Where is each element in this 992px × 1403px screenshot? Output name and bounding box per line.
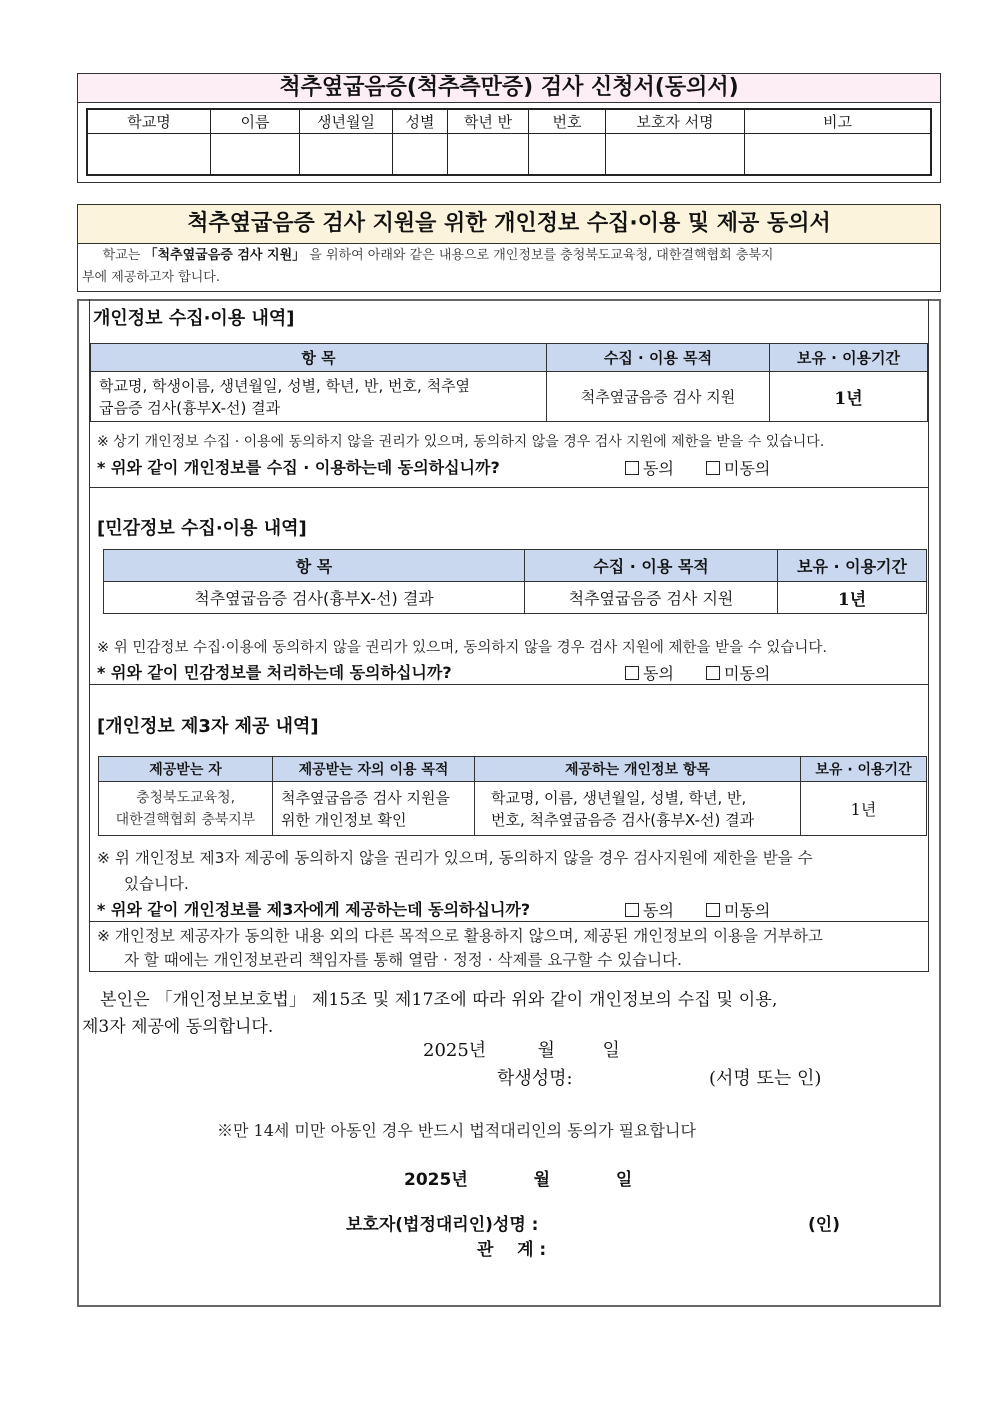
date2-month: 월 xyxy=(533,1170,551,1190)
date2-year: 2025년 xyxy=(404,1170,468,1190)
personal-purpose: 척추옆굽음증 검사 지원 xyxy=(547,372,770,422)
personal-period: 1년 xyxy=(770,372,928,422)
intro-e: 부에 제공하고자 합니다. xyxy=(82,270,220,285)
personal-col-period: 보유 · 이용기간 xyxy=(770,344,928,372)
relation-field[interactable] xyxy=(580,1233,800,1257)
personal-disagree-option[interactable] xyxy=(706,456,770,479)
third-agree-option[interactable] xyxy=(625,898,674,921)
sensitive-disagree-option[interactable] xyxy=(706,661,770,684)
divider xyxy=(89,487,929,488)
agree-label: 동의 xyxy=(643,459,674,478)
col-name: 이름 xyxy=(211,109,300,133)
col-number: 번호 xyxy=(529,109,606,133)
personal-table xyxy=(90,343,928,422)
divider xyxy=(89,921,929,922)
cell-gender[interactable] xyxy=(393,133,448,175)
application-table xyxy=(86,108,932,176)
third-col-recipient: 제공받는 자 xyxy=(99,757,273,782)
personal-col-purpose: 수집 · 이용 목적 xyxy=(547,344,770,372)
third-notice-line1: ※ 위 개인정보 제3자 제공에 동의하지 않을 권리가 있으며, 동의하지 않을 경우 검사지원에 제한을 받을 수 xyxy=(97,849,813,867)
sensitive-agree-option[interactable] xyxy=(625,661,674,684)
third-notice-line2: 있습니다. xyxy=(124,875,189,893)
consent-intro xyxy=(77,244,941,292)
personal-notice: ※ 상기 개인정보 수집 · 이용에 동의하지 않을 권리가 있으며, 동의하지 않을 경우 검사 지원에 제한을 받을 수 있습니다. xyxy=(97,434,825,450)
date2-day: 일 xyxy=(615,1170,633,1190)
disagree-checkbox[interactable] xyxy=(706,903,720,917)
divider xyxy=(89,971,929,972)
third-col-period: 보유 · 이용기간 xyxy=(801,757,927,782)
declaration-line1: 본인은 「개인정보보호법」 제15조 및 제17조에 따라 위와 같이 개인정보의 수집 및 이용, xyxy=(100,990,778,1010)
disagree-label: 미동의 xyxy=(724,459,771,478)
intro-a: 학교는 xyxy=(102,248,141,263)
col-birth: 생년월일 xyxy=(300,109,393,133)
agree-checkbox[interactable] xyxy=(625,666,639,680)
personal-col-item: 항 목 xyxy=(91,344,547,372)
personal-item xyxy=(91,372,547,422)
sensitive-question: * 위와 같이 민감정보를 처리하는데 동의하십니까? xyxy=(97,663,452,682)
sensitive-notice: ※ 위 민감정보 수집·이용에 동의하지 않을 권리가 있으며, 동의하지 않을 경우 검사 지원에 제한을 받을 수 있습니다. xyxy=(97,640,828,656)
personal-question: * 위와 같이 개인정보를 수집 · 이용하는데 동의하십니까? xyxy=(97,458,500,477)
declaration-line2: 제3자 제공에 동의합니다. xyxy=(82,1017,274,1037)
personal-item-line1: 학교명, 학생이름, 생년월일, 성별, 학년, 반, 번호, 척추옆 xyxy=(99,376,471,395)
sensitive-heading: [민감정보 수집·이용 내역] xyxy=(97,518,307,539)
personal-heading: 개인정보 수집·이용 내역] xyxy=(93,308,295,329)
cell-guardian-sign[interactable] xyxy=(606,133,745,175)
sensitive-item: 척추옆굽음증 검사(흉부X-선) 결과 xyxy=(104,582,525,614)
age-notice: ※만 14세 미만 아동인 경우 반드시 법적대리인의 동의가 필요합니다 xyxy=(217,1121,696,1140)
cell-birth[interactable] xyxy=(300,133,393,175)
student-name-label: 학생성명: xyxy=(497,1068,573,1089)
guardian-name-field[interactable] xyxy=(580,1208,800,1232)
relation-label xyxy=(477,1235,546,1260)
third-period: 1년 xyxy=(801,782,927,836)
third-table xyxy=(98,756,927,836)
disagree-checkbox[interactable] xyxy=(706,461,720,475)
third-question: * 위와 같이 개인정보를 제3자에게 제공하는데 동의하십니까? xyxy=(97,900,531,919)
relation-label-text: 관 계 : xyxy=(477,1240,547,1260)
sensitive-period: 1년 xyxy=(778,582,927,614)
cell-name[interactable] xyxy=(211,133,300,175)
col-gender: 성별 xyxy=(393,109,448,133)
intro-c: 을 위하여 xyxy=(309,248,364,263)
cell-remarks[interactable] xyxy=(745,133,932,175)
consent-header xyxy=(77,204,941,244)
items-line1: 학교명, 이름, 생년월일, 성별, 학년, 반, xyxy=(491,788,747,807)
agree-label: 동의 xyxy=(643,664,674,683)
col-school: 학교명 xyxy=(87,109,211,133)
agree-checkbox[interactable] xyxy=(625,461,639,475)
purpose-line2: 위한 개인정보 확인 xyxy=(281,810,407,829)
sensitive-col-item: 항 목 xyxy=(104,550,525,582)
recipient-line1: 충청북도교육청, xyxy=(135,789,236,806)
agree-label: 동의 xyxy=(643,901,674,920)
divider xyxy=(89,684,929,685)
guardian-label: 보호자(법정대리인)성명 : xyxy=(346,1215,539,1235)
application-form xyxy=(77,73,941,183)
third-footnote-line1: ※ 개인정보 제공자가 동의한 내용 외의 다른 목적으로 활용하지 않으며, 제공된 개인정보의 이용을 거부하고 xyxy=(97,927,823,945)
third-purpose xyxy=(273,782,475,836)
sensitive-col-period: 보유 · 이용기간 xyxy=(778,550,927,582)
col-remarks: 비고 xyxy=(745,109,932,133)
cell-number[interactable] xyxy=(529,133,606,175)
third-disagree-option[interactable] xyxy=(706,898,770,921)
third-col-items: 제공하는 개인정보 항목 xyxy=(475,757,801,782)
cell-school[interactable] xyxy=(87,133,211,175)
personal-agree-option[interactable] xyxy=(625,456,674,479)
cell-grade-class[interactable] xyxy=(448,133,529,175)
application-title: 척추옆굽음증(척추측만증) 검사 신청서(동의서) xyxy=(78,74,940,103)
disagree-label: 미동의 xyxy=(724,901,771,920)
date-day: 일 xyxy=(602,1040,620,1061)
disagree-checkbox[interactable] xyxy=(706,666,720,680)
sensitive-purpose: 척추옆굽음증 검사 지원 xyxy=(525,582,778,614)
recipient-line2: 대한결핵협회 충북지부 xyxy=(115,811,256,828)
third-heading: [개인정보 제3자 제공 내역] xyxy=(97,716,319,737)
sensitive-table xyxy=(103,549,927,614)
sensitive-col-purpose: 수집 · 이용 목적 xyxy=(525,550,778,582)
col-guardian-sign: 보호자 서명 xyxy=(606,109,745,133)
third-recipient xyxy=(99,782,273,836)
date-row xyxy=(423,1036,620,1062)
date-year: 2025년 xyxy=(423,1040,487,1061)
items-line2: 번호, 척추옆굽음증 검사(흉부X-선) 결과 xyxy=(491,810,755,829)
agree-checkbox[interactable] xyxy=(625,903,639,917)
disagree-label: 미동의 xyxy=(724,664,771,683)
third-items xyxy=(475,782,801,836)
intro-d: 아래와 같은 내용으로 개인정보를 충청북도교육청, 대한결핵협회 충북지 xyxy=(367,248,774,263)
personal-item-line2: 굽음증 검사(흉부X-선) 결과 xyxy=(99,398,281,417)
third-col-purpose: 제공받는 자의 이용 목적 xyxy=(273,757,475,782)
student-sign-note: (서명 또는 인) xyxy=(709,1068,822,1089)
date2-row xyxy=(404,1165,632,1190)
intro-b: 「척추옆굽음증 검사 지원」 xyxy=(144,248,306,263)
guardian-seal: (인) xyxy=(808,1215,840,1235)
date-month: 월 xyxy=(537,1040,556,1061)
third-footnote-line2: 자 할 때에는 개인정보관리 책임자를 통해 열람 · 정정 · 삭제를 요구할 수 있습니다. xyxy=(124,951,682,969)
consent-title: 척추옆굽음증 검사 지원을 위한 개인정보 수집·이용 및 제공 동의서 xyxy=(187,211,831,236)
purpose-line1: 척추옆굽음증 검사 지원을 xyxy=(281,788,450,807)
student-name-field[interactable] xyxy=(600,1062,700,1086)
col-grade-class: 학년 반 xyxy=(448,109,529,133)
